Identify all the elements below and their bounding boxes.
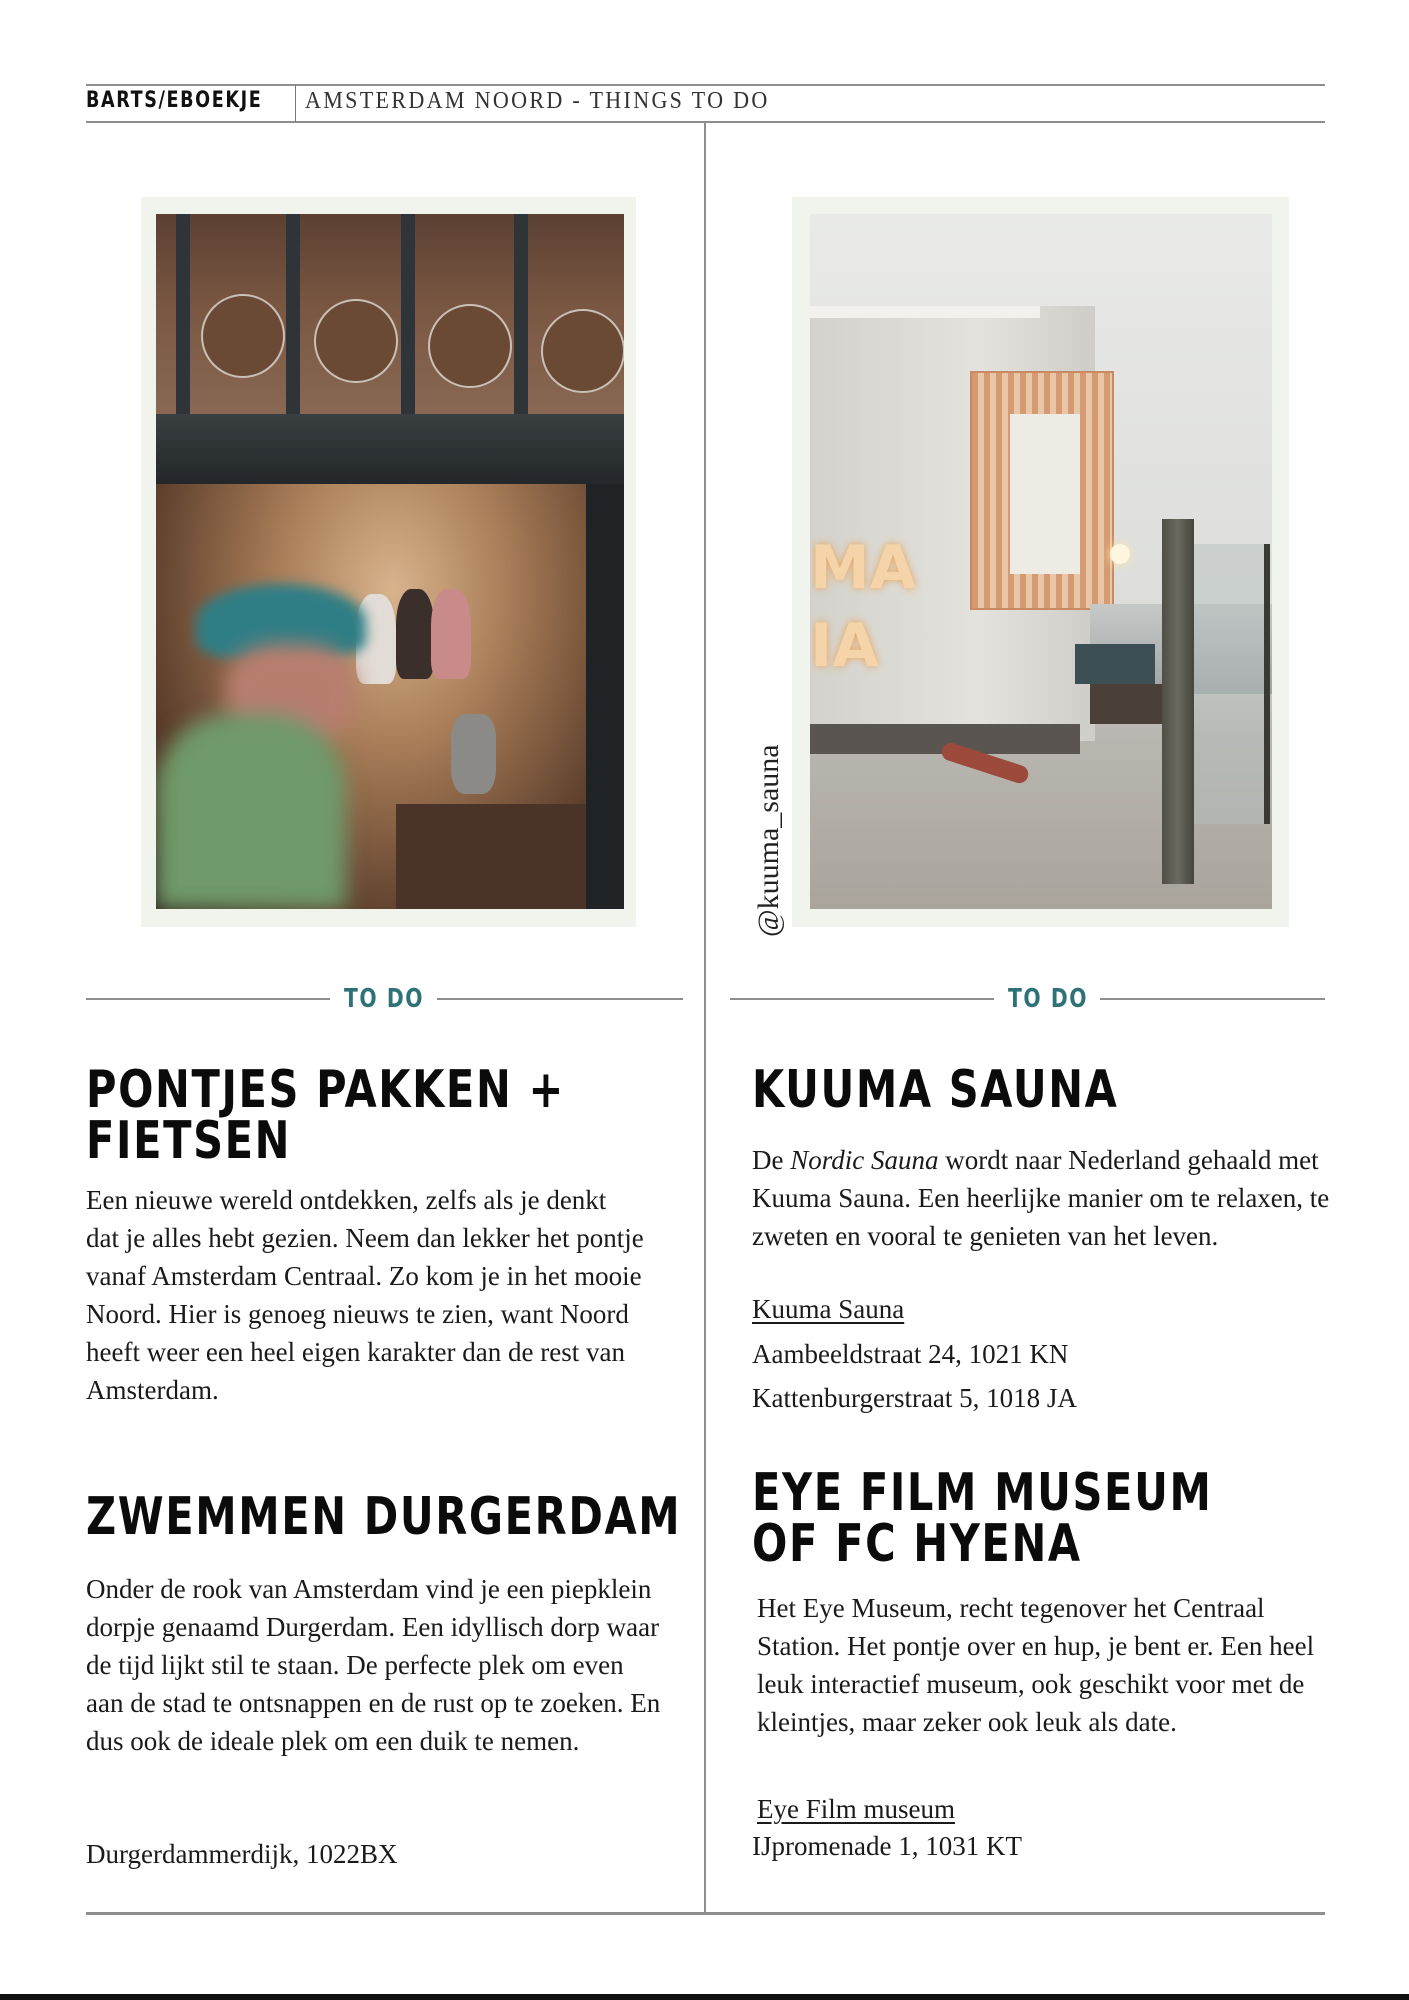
footer-rule bbox=[86, 1912, 1325, 1915]
photo-window-glass bbox=[1010, 414, 1080, 574]
brand-label: BARTS/EBOEKJE bbox=[86, 88, 263, 113]
item-title-line: ZWEMMEN DURGERDAM bbox=[86, 1487, 682, 1547]
item-body-eye: Het Eye Museum, recht tegenover het Centraal Station. Het pontje over en hup, je bent er. Een heel leuk interactief museum, ook geschikt voor met de kleintjes, maar zeker ook leuk als date. bbox=[757, 1593, 1315, 1737]
photo-wooden-post bbox=[1162, 519, 1194, 884]
photo-window-frame-right bbox=[586, 484, 624, 909]
item-address-eye: IJpromenade 1, 1031 KT bbox=[752, 1831, 1022, 1861]
item-address-kuuma-1: Aambeeldstraat 24, 1021 KN bbox=[752, 1339, 1069, 1369]
left-todo-rule-right bbox=[437, 998, 683, 1000]
page-bottom-edge bbox=[0, 1994, 1409, 2000]
item-body-zwemmen: Onder de rook van Amsterdam vind je een piepklein dorpje genaamd Durgerdam. Een idyllisch dorp waar de tijd lijkt stil te staan. De perfecte plek om even aan de stad te ontsnappen en de rust op te zoeken. En dus ook de ideale plek om een duik te nemen. bbox=[86, 1574, 661, 1756]
item-title-line: EYE FILM MUSEUM bbox=[752, 1463, 1213, 1523]
item-body-kuuma bbox=[752, 1141, 1332, 1255]
photo-bench bbox=[1075, 644, 1155, 684]
right-todo-rule-left bbox=[730, 998, 994, 1000]
item-title-line: KUUMA SAUNA bbox=[752, 1060, 1119, 1120]
item-title-pontjes bbox=[86, 1060, 565, 1171]
photo-mullion bbox=[286, 214, 300, 424]
photo-hanging-lace bbox=[431, 589, 471, 679]
photo-glass-screen bbox=[1194, 544, 1270, 824]
item-address-kuuma-2: Kattenburgerstraat 5, 1018 JA bbox=[752, 1383, 1077, 1413]
item-address-zwemmen: Durgerdammerdijk, 1022BX bbox=[86, 1839, 398, 1869]
item-body-pontjes: Een nieuwe wereld ontdekken, zelfs als je denkt dat je alles hebt gezien. Neem dan lekker het pontje vanaf Amsterdam Centraal. Zo kom je in het mooie Noord. Hier is genoeg nieuws te zien, want Noord heeft weer een heel eigen karakter dan de rest van Amsterdam. bbox=[86, 1185, 644, 1405]
body-italic: Nordic Sauna bbox=[790, 1145, 939, 1175]
left-todo-rule-left bbox=[86, 998, 330, 1000]
photo-window-circle bbox=[541, 309, 624, 393]
kuuma-sauna-link[interactable]: Kuuma Sauna bbox=[752, 1294, 905, 1324]
right-section-label: TO DO bbox=[1008, 984, 1089, 1014]
kuuma-sauna-photo bbox=[810, 214, 1272, 909]
photo-lintel bbox=[156, 414, 624, 484]
item-title-line: FIETSEN bbox=[86, 1111, 292, 1171]
photo-table bbox=[1090, 684, 1165, 724]
photo-mullion bbox=[401, 214, 415, 424]
shop-window-photo bbox=[156, 214, 624, 909]
body-prefix: De bbox=[752, 1145, 791, 1175]
photo-sauna-roof bbox=[810, 306, 1040, 318]
photo-mullion bbox=[514, 214, 528, 424]
header-top-rule bbox=[86, 84, 1325, 86]
photo-vase bbox=[451, 714, 496, 794]
photo-mullion bbox=[176, 214, 190, 424]
photo-counter bbox=[396, 804, 586, 909]
item-title-zwemmen bbox=[86, 1487, 682, 1547]
header-separator bbox=[295, 85, 296, 122]
photo-blurred-jacket bbox=[156, 714, 346, 909]
eye-film-museum-link[interactable]: Eye Film museum bbox=[757, 1794, 955, 1824]
photo-hanging-lace bbox=[396, 589, 434, 679]
right-todo-rule-right bbox=[1100, 998, 1325, 1000]
item-title-kuuma bbox=[752, 1060, 1119, 1120]
left-section-label: TO DO bbox=[344, 984, 425, 1014]
photo-credit-handle: @kuuma_sauna bbox=[752, 744, 785, 937]
photo-window-circle bbox=[428, 304, 512, 388]
photo-sauna-letters: MA IA bbox=[810, 533, 917, 681]
photo-window-circle bbox=[314, 299, 398, 383]
photo-window-circle bbox=[201, 294, 285, 378]
page-title: AMSTERDAM NOORD - THINGS TO DO bbox=[305, 88, 770, 114]
item-title-line: PONTJES PAKKEN + bbox=[86, 1060, 565, 1120]
column-divider bbox=[704, 122, 706, 1913]
item-title-line: OF FC HYENA bbox=[752, 1514, 1082, 1574]
photo-lamp bbox=[1110, 544, 1130, 564]
body-suffix: wordt naar Nederland gehaald met Kuuma Sauna. Een heerlijke manier om te relaxen, te zweten en vooral te genieten van het leven. bbox=[752, 1145, 1330, 1251]
item-title-eye bbox=[752, 1463, 1213, 1574]
